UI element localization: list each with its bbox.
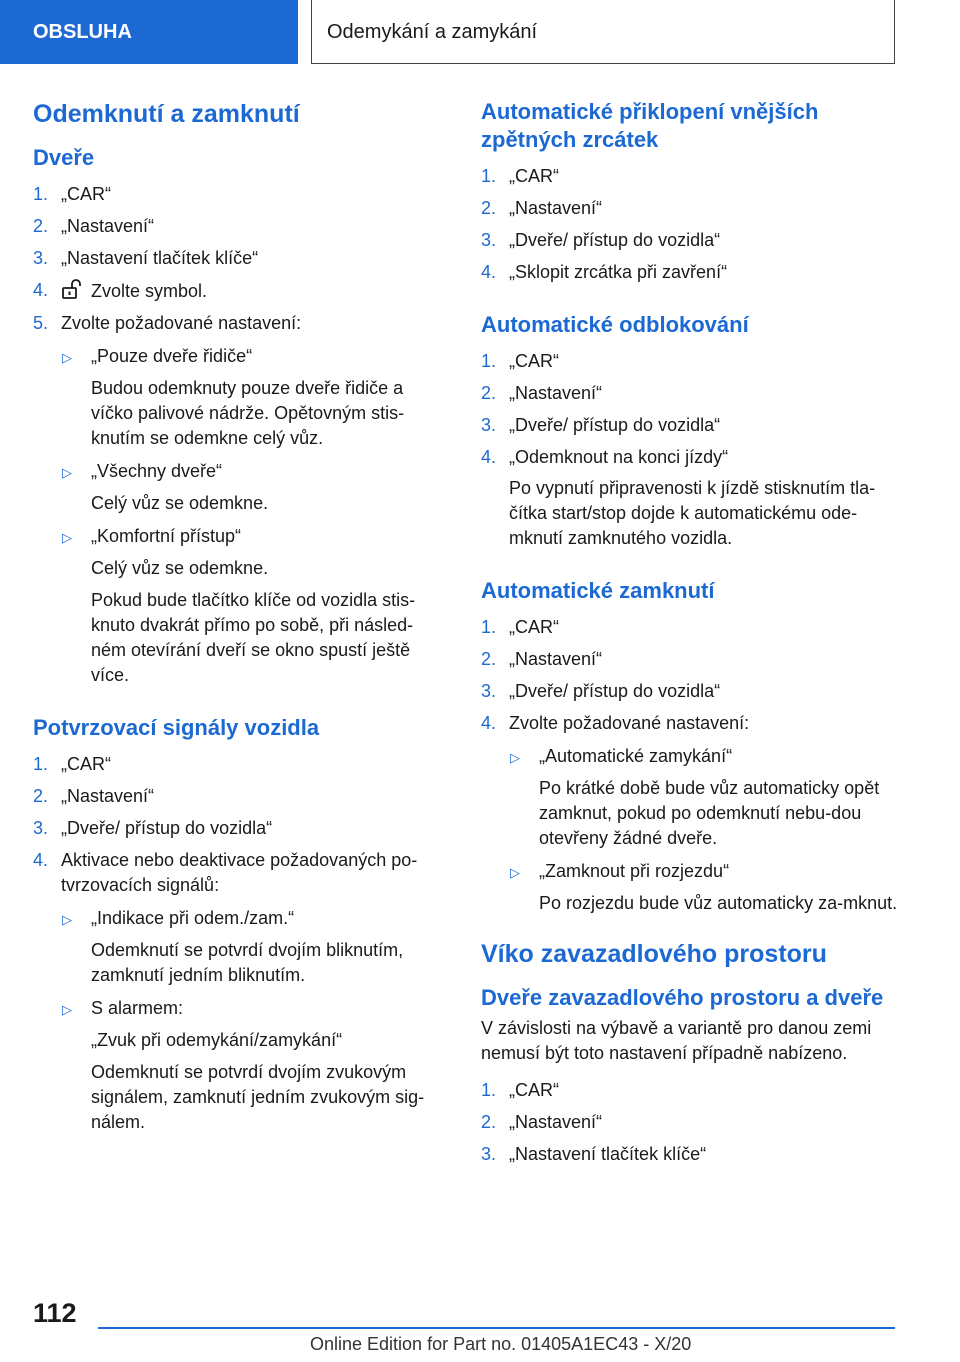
- lock-steps: [481, 615, 901, 916]
- list-item: 2. „Nastavení“: [33, 216, 155, 236]
- trunk-steps: [481, 1078, 901, 1167]
- sub-item-description: Budou odemknuty pouze dveře řidiče a víčko palivové nádrže. Opětovným stis-knutím se odemkne celý vůz.: [91, 378, 405, 448]
- list-item: 1. „CAR“: [33, 754, 111, 774]
- heading-auto-unlock: Automatické odblokování: [481, 312, 749, 337]
- list-item: 4. Aktivace nebo deaktivace požadovaných po-tvrzovacích signálů: ▷ „Indikace při odem./zam.“ Odemknutí se potvrdí dvojím bliknutím, zamknutí jedním bliknutím. ▷ S alarmem: „Zvuk při odemykání/zamykání“ Odemknutí se potvrdí dvojím zvukovým signálem, zamknutí jedním zvukovým sig-nálem.: [33, 848, 445, 1135]
- right-column: [481, 98, 901, 1174]
- sub-item-description: Po rozjezdu bude vůz automaticky za-mknut.: [539, 893, 898, 913]
- header-chapter-title: Odemykání a zamykání: [311, 0, 895, 64]
- list-item: 1. „CAR“: [481, 351, 559, 371]
- list-item: 2. „Nastavení“: [481, 383, 603, 403]
- sub-item-description: Celý vůz se odemkne.: [91, 558, 269, 578]
- list-item: 2. „Nastavení“: [33, 786, 155, 806]
- unlock-icon: [61, 278, 83, 300]
- heading-doors: Dveře: [33, 145, 95, 170]
- sub-item: ▷ „Automatické zamykání“: [510, 746, 733, 766]
- heading-trunk-doors: Dveře zavazadlového prostoru a dveře: [481, 985, 884, 1010]
- sub-item-description: „Zvuk při odemykání/zamykání“: [91, 1030, 343, 1050]
- heading-mirror-folding: Automatické přiklopení vnějších zpětných zrcátek: [481, 99, 819, 152]
- list-item: 1. „CAR“: [481, 166, 559, 186]
- footer-divider: [98, 1327, 895, 1329]
- header-section-tab: OBSLUHA: [0, 0, 298, 64]
- list-item: 1. „CAR“: [481, 1080, 559, 1100]
- sub-item: ▷ „Indikace při odem./zam.“: [62, 908, 295, 928]
- list-item: 3. „Nastavení tlačítek klíče“: [481, 1144, 707, 1164]
- page-number: 112: [33, 1298, 77, 1328]
- list-item: 4. Zvolte požadované nastavení: ▷ „Automatické zamykání“ Po krátké době bude vůz automaticky opět zamknut, pokud po odemknutí nebu-dou otevřeny žádné dveře. ▷ „Zamknout při rozjezdu“ Po rozjezdu bude vůz automaticky za-mknut.: [481, 711, 901, 916]
- list-item: 4. Zvolte symbol.: [33, 280, 208, 301]
- list-item: 1. „CAR“: [481, 617, 559, 637]
- list-item: 3. „Dveře/ přístup do vozidla“: [33, 818, 273, 838]
- left-column: [33, 98, 445, 1142]
- list-item: 2. „Nastavení“: [481, 1112, 603, 1132]
- step-description: Po vypnutí připravenosti k jízdě stisknutím tla-čítka start/stop dojde k automatickému ode-mknutí zamknutého vozidla.: [509, 478, 876, 548]
- list-item: 2. „Nastavení“: [481, 649, 603, 669]
- list-item: 4. „Odemknout na konci jízdy“ Po vypnutí připravenosti k jízdě stisknutím tla-čítka start/stop dojde k automatickému ode-mknutí zamknutého vozidla.: [481, 445, 901, 551]
- list-item: 3. „Nastavení tlačítek klíče“: [33, 248, 259, 268]
- list-item: 3. „Dveře/ přístup do vozidla“: [481, 415, 721, 435]
- section-title-unlock-lock: Odemknutí a zamknutí: [33, 100, 300, 128]
- unlock-steps: [481, 349, 901, 551]
- sub-item-description: Po krátké době bude vůz automaticky opět zamknut, pokud po odemknutí nebu-dou otevřeny žádné dveře.: [539, 778, 880, 848]
- heading-auto-lock: Automatické zamknutí: [481, 578, 715, 603]
- sub-item-description: Odemknutí se potvrdí dvojím zvukovým signálem, zamknutí jedním zvukovým sig-nálem.: [91, 1062, 425, 1132]
- mirrors-steps: [481, 164, 901, 285]
- sub-item: ▷ „Zamknout při rozjezdu“: [510, 861, 730, 881]
- list-item: 2. „Nastavení“: [481, 198, 603, 218]
- sub-item-description: Celý vůz se odemkne.: [91, 493, 269, 513]
- list-item: 5. Zvolte požadované nastavení: ▷ „Pouze dveře řidiče“ Budou odemknuty pouze dveře řidiče a víčko palivové nádrže. Opětovným stis-knutím se odemkne celý vůz. ▷ „Všechny dveře“ Celý vůz se odemkne. ▷ „Komfortní přístup“ Celý vůz se odemkne. Pokud bude tlačítko klíče od vozidla stis-knuto dvakrát přímo po sobě, při násled-ném otevírání dveří se okno spustí ještě více.: [33, 311, 445, 688]
- heading-confirmation-signals: Potvrzovací signály vozidla: [33, 715, 320, 740]
- footer-edition: Online Edition for Part no. 01405A1EC43 - X/20: [310, 1334, 692, 1354]
- sub-item: ▷ „Komfortní přístup“: [62, 526, 242, 546]
- sub-item-description: Pokud bude tlačítko klíče od vozidla stis-knuto dvakrát přímo po sobě, při násled-ném otevírání dveří se okno spustí ještě více.: [91, 590, 416, 685]
- list-item: 3. „Dveře/ přístup do vozidla“: [481, 681, 721, 701]
- sub-item: ▷ „Pouze dveře řidiče“: [62, 346, 253, 366]
- sub-item: ▷ „Všechny dveře“: [62, 461, 223, 481]
- trunk-intro: V závislosti na výbavě a variantě pro danou zemi nemusí být toto nastavení případně nabízeno.: [481, 1018, 872, 1063]
- section-title-trunk-lid: Víko zavazadlového prostoru: [481, 940, 827, 968]
- list-item: 1. „CAR“: [33, 184, 111, 204]
- list-item: 3. „Dveře/ přístup do vozidla“: [481, 230, 721, 250]
- doors-steps: [33, 182, 445, 688]
- list-item: 4. „Sklopit zrcátka při zavření“: [481, 262, 728, 282]
- signals-steps: [33, 752, 445, 1135]
- sub-item-description: Odemknutí se potvrdí dvojím bliknutím, zamknutí jedním bliknutím.: [91, 940, 404, 985]
- sub-item: ▷ S alarmem:: [62, 998, 184, 1018]
